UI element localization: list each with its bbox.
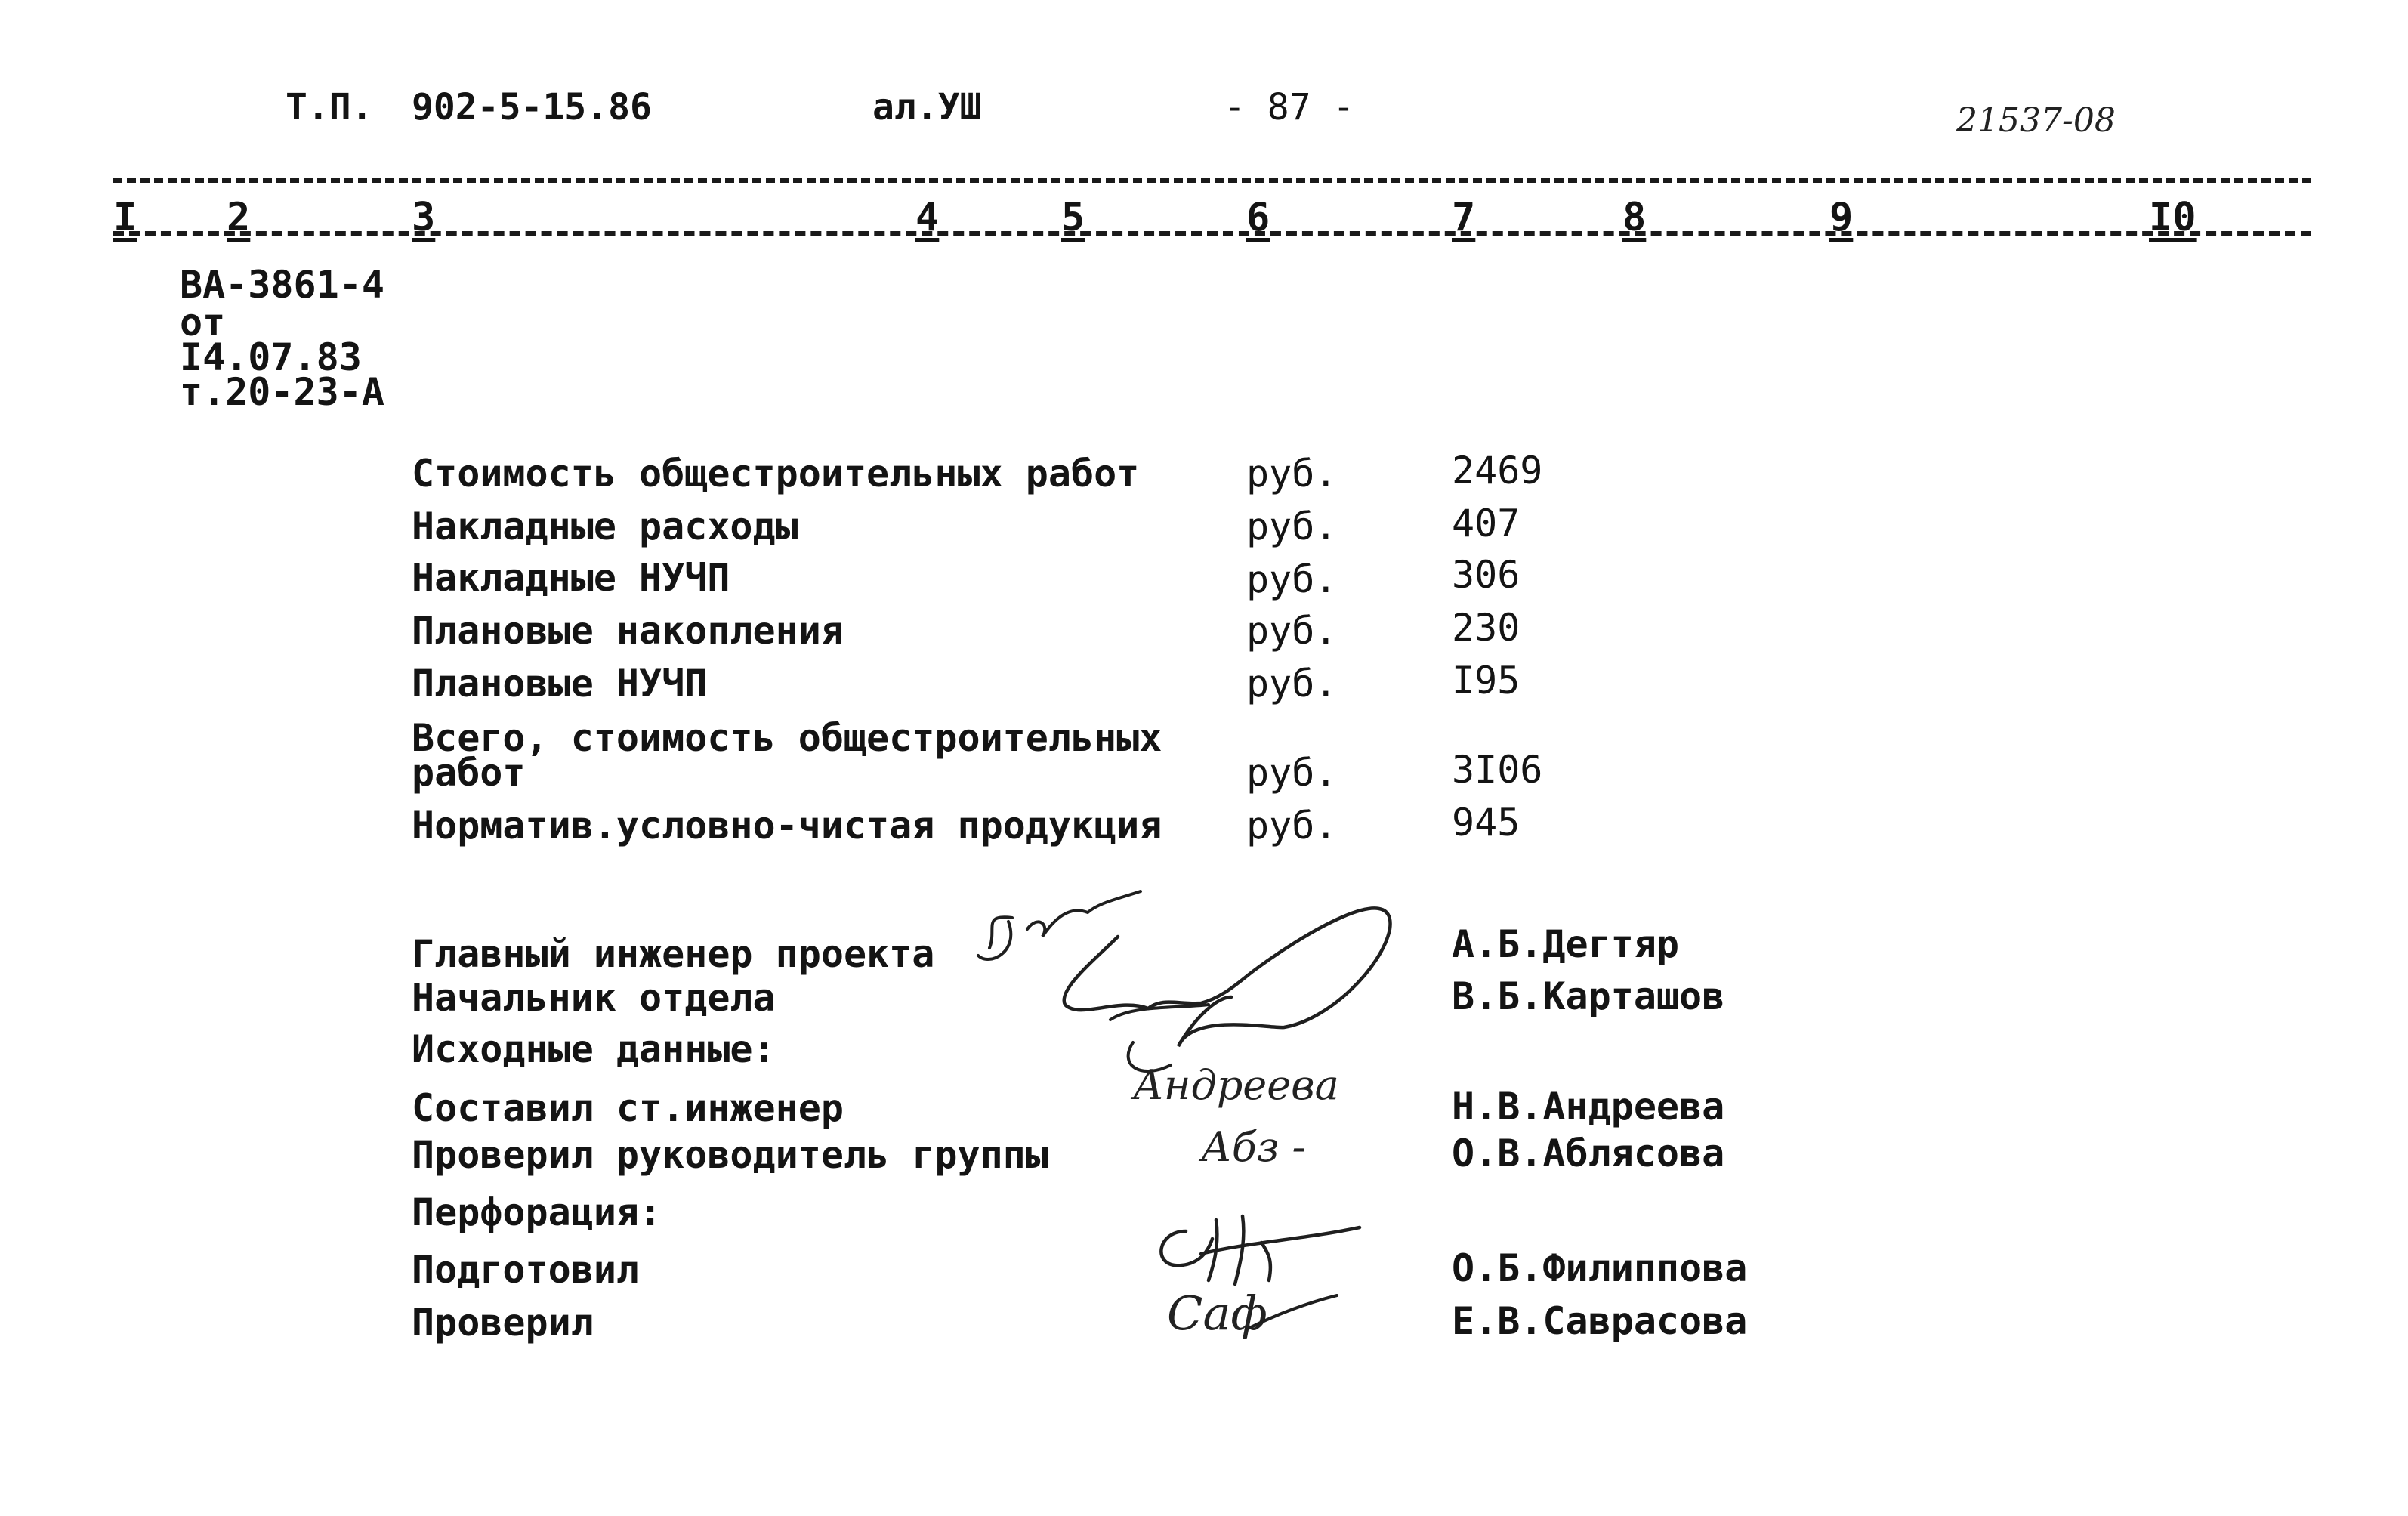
column-header-10: I0 <box>2149 195 2197 240</box>
signatory-name: О.Б.Филиппова <box>1452 1246 1748 1290</box>
reference-code: ВА-3861-4 <box>180 263 384 307</box>
savrasova-signature: Саф <box>1167 1286 1267 1341</box>
column-header-3: 3 <box>412 195 436 240</box>
signatory-role: Проверил <box>412 1301 594 1345</box>
cost-value: I95 <box>1452 659 1520 702</box>
reference-from: от <box>180 301 226 344</box>
section-label: Исходные данные: <box>412 1027 776 1071</box>
signatory-name: А.Б.Дегтяр <box>1452 922 1680 966</box>
reference-table: т.20-23-А <box>180 370 384 414</box>
signatory-name: В.Б.Карташов <box>1452 974 1725 1018</box>
signatory-role: Главный инженер проекта <box>412 932 935 976</box>
cost-unit: руб. <box>1246 804 1338 848</box>
column-header-2: 2 <box>227 195 251 240</box>
column-header-1: I <box>113 195 137 240</box>
cost-value: 230 <box>1452 606 1520 650</box>
top-dashed-rule <box>113 178 2311 183</box>
cost-label: Норматив.условно-чистая продукция <box>412 804 1162 848</box>
column-header-7: 7 <box>1452 195 1476 240</box>
signatory-name: Е.В.Саврасова <box>1452 1299 1748 1343</box>
cost-unit: руб. <box>1246 452 1338 496</box>
cost-unit: руб. <box>1246 505 1338 548</box>
album-label: ал.УШ <box>872 86 982 128</box>
column-header-9: 9 <box>1829 195 1854 240</box>
cost-label: Стоимость общестроительных работ <box>412 452 1140 496</box>
cost-label: Накладные НУЧП <box>412 556 730 600</box>
cost-unit: руб. <box>1246 557 1338 601</box>
cost-unit: руб. <box>1246 751 1338 795</box>
cost-label: Накладные расходы <box>412 505 798 548</box>
cost-value: 407 <box>1452 502 1520 545</box>
signatory-name: Н.В.Андреева <box>1452 1085 1725 1129</box>
stamp-number: 21537-08 <box>1956 101 2116 140</box>
filippova-signature <box>1141 1209 1367 1292</box>
cost-value: 306 <box>1452 553 1520 597</box>
cost-value: 3I06 <box>1452 748 1543 792</box>
cost-value: 945 <box>1452 801 1520 844</box>
signatory-role: Подготовил <box>412 1248 640 1292</box>
cost-label-continued: работ <box>412 751 526 795</box>
column-header-8: 8 <box>1622 195 1647 240</box>
andreeva-signature: Андреева <box>1133 1061 1339 1109</box>
column-header-6: 6 <box>1246 195 1270 240</box>
cost-label: Всего, стоимость общестроительных <box>412 716 1162 760</box>
cost-unit: руб. <box>1246 609 1338 653</box>
cost-unit: руб. <box>1246 662 1338 706</box>
cost-value: 2469 <box>1452 449 1543 492</box>
signatory-role: Составил ст.инженер <box>412 1086 844 1130</box>
section-label: Перфорация: <box>412 1190 662 1234</box>
cost-label: Плановые НУЧП <box>412 662 708 706</box>
project-code: 902-5-15.86 <box>412 86 652 128</box>
page-number: - 87 - <box>1224 86 1355 128</box>
cost-label: Плановые накопления <box>412 609 844 653</box>
signatory-role: Начальник отдела <box>412 976 776 1020</box>
savrasova-signature-flourish <box>1239 1284 1344 1345</box>
signatory-name: О.В.Аблясова <box>1452 1132 1725 1175</box>
column-header-5: 5 <box>1061 195 1085 240</box>
ablyasova-signature: Абз - <box>1201 1123 1306 1171</box>
series-code: Т.П. <box>286 86 373 128</box>
column-header-4: 4 <box>915 195 940 240</box>
signatory-role: Проверил руководитель группы <box>412 1133 1048 1177</box>
reference-date: I4.07.83 <box>180 335 362 379</box>
column-dashed-rule <box>113 231 2311 236</box>
